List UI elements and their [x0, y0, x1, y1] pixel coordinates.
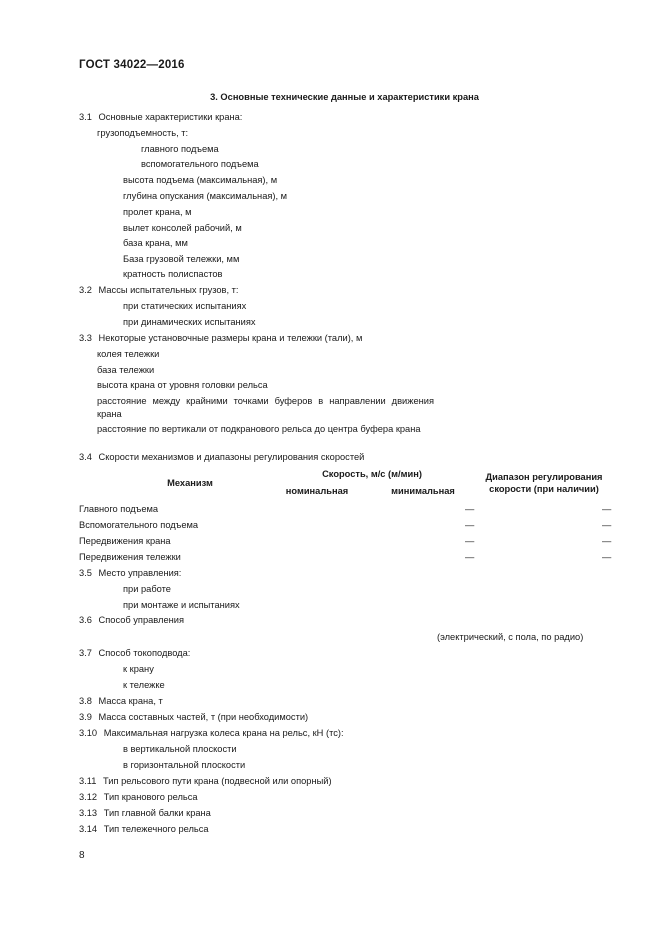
item-text: Масса крана, т — [98, 696, 163, 706]
item-text: Тип рельсового пути крана (подвесной или опорный) — [103, 776, 332, 786]
standard-header: ГОСТ 34022—2016 — [79, 59, 185, 71]
item-text: Тип кранового рельса — [103, 792, 198, 802]
item-number: 3.2 — [79, 285, 92, 295]
col-nominal: номинальная — [285, 486, 349, 496]
item-3-1 — [79, 112, 242, 123]
item-number: 3.6 — [79, 615, 92, 625]
col-speed: Скорость, м/с (м/мин) — [322, 469, 422, 479]
trolley-base-dim-label: база тележки — [97, 365, 155, 375]
item-text: Тип тележечного рельса — [103, 824, 209, 834]
table-row-min: — — [465, 552, 475, 562]
item-3-2 — [79, 285, 239, 296]
static-test-label: при статических испытаниях — [123, 301, 247, 311]
item-3-5 — [79, 568, 181, 579]
item-number: 3.1 — [79, 112, 92, 122]
horizontal-plane-label: в горизонтальной плоскости — [123, 760, 246, 770]
multiplicity-label: кратность полиспастов — [123, 269, 223, 279]
item-3-14 — [79, 824, 209, 835]
item-number: 3.13 — [79, 808, 98, 818]
item-3-13 — [79, 808, 211, 819]
table-row-range: — — [602, 552, 612, 562]
table-row-range: — — [602, 536, 612, 546]
dynamic-test-label: при динамических испытаниях — [123, 317, 256, 327]
outreach-label: вылет консолей рабочий, м — [123, 223, 242, 233]
item-3-3 — [79, 333, 362, 344]
gauge-label: колея тележки — [97, 349, 160, 359]
item-text: Тип главной балки крана — [103, 808, 211, 818]
col-range: Диапазон регулирования скорости (при наличии) — [485, 472, 603, 494]
table-row-min: — — [465, 536, 475, 546]
item-number: 3.14 — [79, 824, 98, 834]
item-text: Место управления: — [98, 568, 182, 578]
item-text: Массы испытательных грузов, т: — [98, 285, 239, 295]
table-row-range: — — [602, 504, 612, 514]
item-3-4 — [79, 452, 364, 463]
item-number: 3.5 — [79, 568, 92, 578]
table-row-name: Вспомогательного подъема — [79, 520, 199, 530]
power-to-trolley-label: к тележке — [123, 680, 165, 690]
item-number: 3.7 — [79, 648, 92, 658]
item-number: 3.4 — [79, 452, 92, 462]
capacity-label: грузоподъемность, т: — [97, 128, 189, 138]
item-3-12 — [79, 792, 198, 803]
item-text: Скорости механизмов и диапазоны регулирования скоростей — [98, 452, 365, 462]
item-3-7 — [79, 648, 190, 659]
trolley-base-label: База грузовой тележки, мм — [123, 254, 240, 264]
item-text: Основные характеристики крана: — [98, 112, 243, 122]
item-3-8 — [79, 696, 163, 707]
item-3-11 — [79, 776, 332, 787]
page-number: 8 — [79, 850, 85, 861]
main-lift-label: главного подъема — [141, 144, 219, 154]
control-method-note: (электрический, с пола, по радио) — [437, 632, 584, 642]
span-label: пролет крана, м — [123, 207, 192, 217]
col-minimal: минимальная — [391, 486, 455, 496]
item-text: Масса составных частей, т (при необходимости) — [98, 712, 309, 722]
crane-base-label: база крана, мм — [123, 238, 188, 248]
item-number: 3.10 — [79, 728, 98, 738]
control-at-work-label: при работе — [123, 584, 171, 594]
table-row-name: Главного подъема — [79, 504, 159, 514]
item-text: Способ токоподвода: — [98, 648, 191, 658]
item-number: 3.12 — [79, 792, 98, 802]
control-at-install-label: при монтаже и испытаниях — [123, 600, 240, 610]
vertical-plane-label: в вертикальной плоскости — [123, 744, 237, 754]
table-row-name: Передвижения крана — [79, 536, 171, 546]
item-3-9 — [79, 712, 308, 723]
table-row-min: — — [465, 520, 475, 530]
vertical-distance-label: расстояние по вертикали от подкранового рельса до центра буфера крана — [97, 424, 421, 434]
lower-depth-label: глубина опускания (максимальная), м — [123, 191, 288, 201]
table-row-min: — — [465, 504, 475, 514]
item-text: Некоторые установочные размеры крана и тележки (тали), м — [98, 333, 363, 343]
crane-height-label: высота крана от уровня головки рельса — [97, 380, 268, 390]
lift-height-label: высота подъема (максимальная), м — [123, 175, 278, 185]
buffer-distance-label: расстояние между крайними точками буферов в направлении движения крана — [97, 396, 434, 419]
table-row-range: — — [602, 520, 612, 530]
item-number: 3.9 — [79, 712, 92, 722]
item-number: 3.3 — [79, 333, 92, 343]
col-mechanism: Механизм — [167, 478, 213, 488]
item-text: Максимальная нагрузка колеса крана на рельс, кН (тс): — [103, 728, 344, 738]
power-to-crane-label: к крану — [123, 664, 154, 674]
item-number: 3.8 — [79, 696, 92, 706]
aux-lift-label: вспомогательного подъема — [141, 159, 259, 169]
section-title: 3. Основные технические данные и характеристики крана — [210, 92, 479, 102]
table-row-name: Передвижения тележки — [79, 552, 181, 562]
item-text: Способ управления — [98, 615, 184, 625]
item-3-6 — [79, 615, 184, 626]
item-3-10 — [79, 728, 344, 739]
item-number: 3.11 — [79, 776, 97, 786]
